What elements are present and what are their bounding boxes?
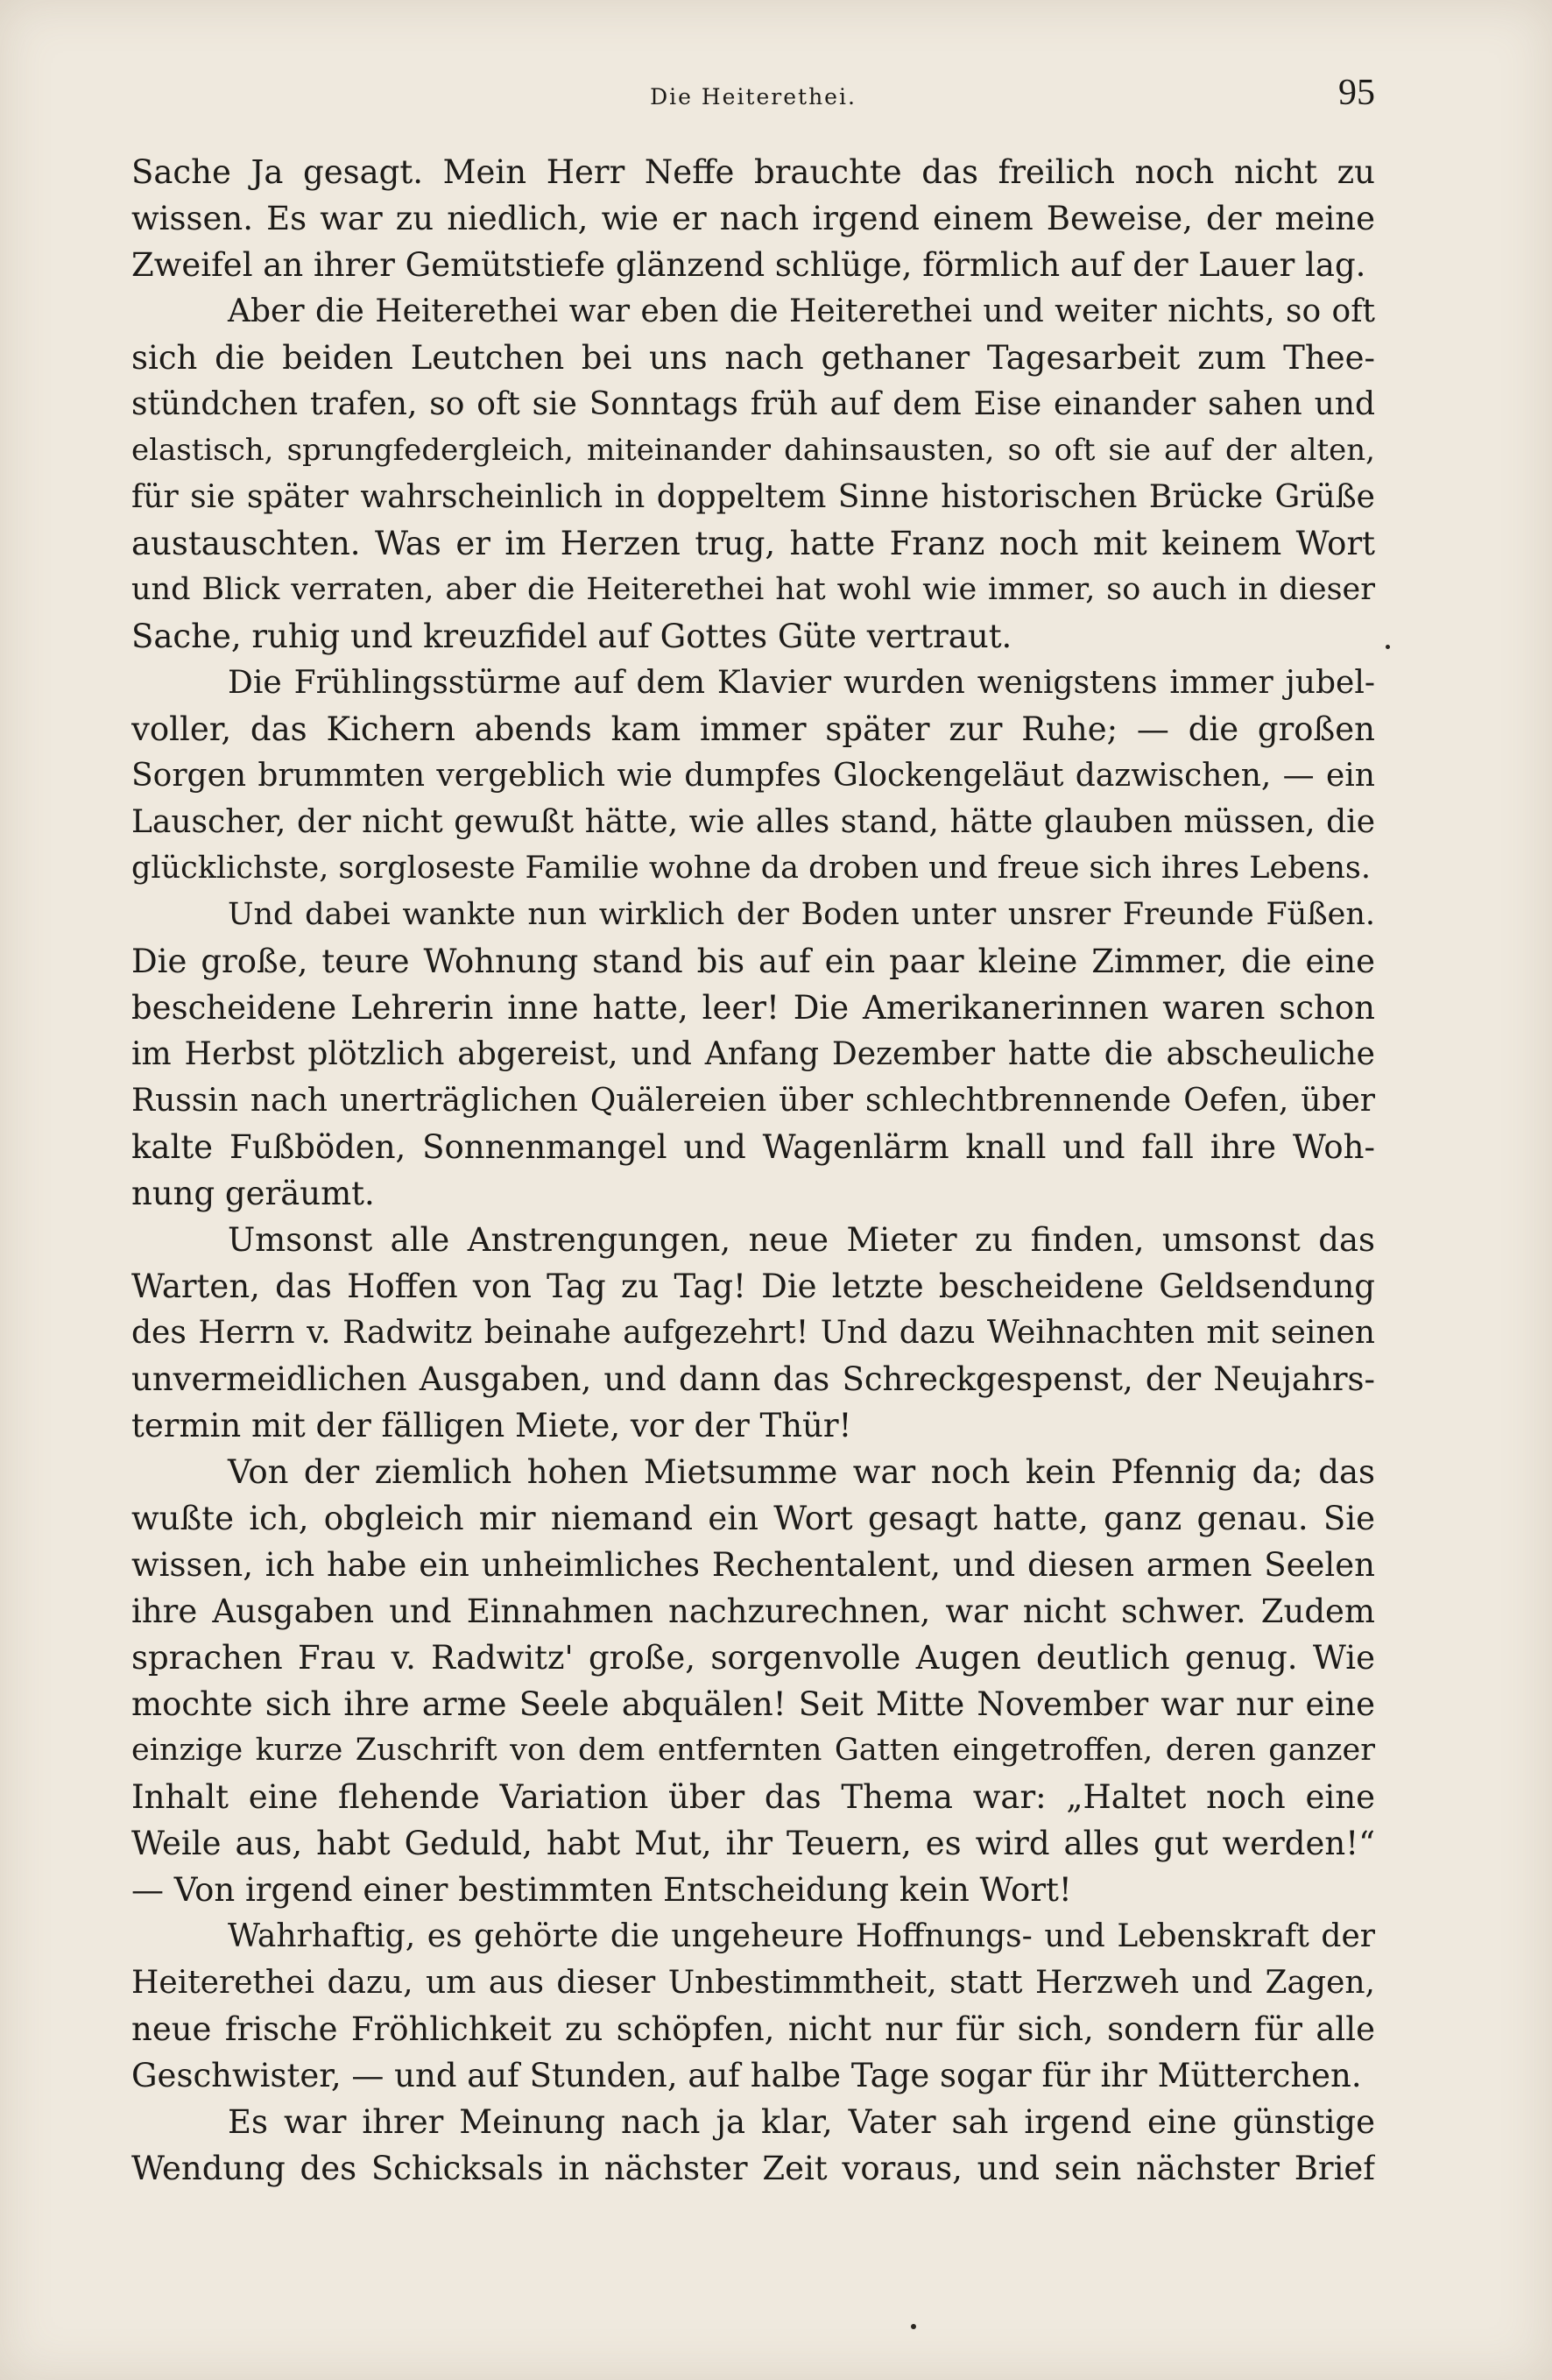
text-line: Sorgen brummten vergeblich wie dumpfes Glockengeläut dazwischen, — ein xyxy=(131,758,1375,794)
text-line: Sache Ja gesagt. Mein Herr Neffe brauchte das freilich noch nicht zu xyxy=(131,153,1375,191)
text-line: Lauscher, der nicht gewußt hätte, wie alles stand, hätte glauben müssen, die xyxy=(131,804,1375,840)
text-line: wissen. Es war zu niedlich, wie er nach irgend einem Beweise, der meine xyxy=(131,200,1375,237)
text-line: sich die beiden Leutchen bei uns nach gethaner Tagesarbeit zum Thee- xyxy=(131,339,1375,377)
text-line: des Herrn v. Radwitz beinahe aufgezehrt! Und dazu Weihnachten mit seinen xyxy=(131,1315,1375,1351)
text-line: Die Frühlingsstürme auf dem Klavier wurden wenigstens immer jubel- xyxy=(228,665,1375,701)
text-line: Weile aus, habt Geduld, habt Mut, ihr Teuern, es wird alles gut werden!“ xyxy=(131,1825,1375,1862)
text-line: neue frische Fröhlichkeit zu schöpfen, nicht nur für sich, sondern für alle xyxy=(131,2010,1375,2048)
text-line: Umsonst alle Anstrengungen, neue Mieter zu finden, umsonst das xyxy=(228,1221,1375,1259)
text-line: unvermeidlichen Ausgaben, und dann das Schreckgespenst, der Neujahrs- xyxy=(131,1360,1375,1398)
text-line: und Blick verraten, aber die Heiterethei hat wohl wie immer, so auch in dieser xyxy=(131,572,1375,607)
print-speck xyxy=(911,2324,916,2329)
running-title: Die Heiterethei. xyxy=(650,84,857,109)
text-line: sprachen Frau v. Radwitz' große, sorgenvolle Augen deutlich genug. Wie xyxy=(131,1639,1375,1677)
text-line: ihre Ausgaben und Einnahmen nachzurechnen, war nicht schwer. Zudem xyxy=(131,1593,1375,1630)
text-line: Von der ziemlich hohen Mietsumme war noch kein Pfennig da; das xyxy=(228,1453,1375,1491)
text-line: einzige kurze Zuschrift von dem entfernten Gatten eingetroffen, deren ganzer xyxy=(131,1733,1375,1768)
text-line: elastisch, sprungfedergleich, miteinander dahinsausten, so oft sie auf der alten, xyxy=(131,433,1375,468)
text-line: bescheidene Lehrerin inne hatte, leer! Die Amerikanerinnen waren schon xyxy=(131,989,1375,1027)
page-number: 95 xyxy=(1338,73,1375,113)
text-line: termin mit der fälligen Miete, vor der Thür! xyxy=(131,1407,852,1444)
text-line: Warten, das Hoffen von Tag zu Tag! Die letzte bescheidene Geldsendung xyxy=(131,1268,1375,1305)
text-line: Aber die Heiterethei war eben die Heiterethei und weiter nichts, so oft xyxy=(228,293,1375,329)
text-line: nung geräumt. xyxy=(131,1175,375,1212)
text-line: im Herbst plötzlich abgereist, und Anfang Dezember hatte die abscheuliche xyxy=(131,1036,1375,1072)
text-line: voller, das Kichern abends kam immer später zur Ruhe; — die großen xyxy=(131,710,1375,748)
text-line: Heiterethei dazu, um aus dieser Unbestimmtheit, statt Herzweh und Zagen, xyxy=(131,1965,1375,2001)
page-header xyxy=(131,72,1375,124)
text-line: Inhalt eine flehende Variation über das Thema war: „Haltet noch eine xyxy=(131,1778,1375,1816)
text-line: Zweifel an ihrer Gemütstiefe glänzend schlüge, förmlich auf der Lauer lag. xyxy=(131,246,1366,284)
text-line: austauschten. Was er im Herzen trug, hatte Franz noch mit keinem Wort xyxy=(131,525,1375,562)
text-line: Sache, ruhig und kreuzfidel auf Gottes Güte vertraut. xyxy=(131,618,1012,655)
text-line: Geschwister, — und auf Stunden, auf halbe Tage sogar für ihr Mütterchen. xyxy=(131,2057,1362,2094)
text-line: — Von irgend einer bestimmten Entscheidung kein Wort! xyxy=(131,1871,1072,1909)
text-line: Wahrhaftig, es gehörte die ungeheure Hoffnungs- und Lebenskraft der xyxy=(228,1918,1375,1954)
print-speck xyxy=(1386,645,1390,649)
text-line: mochte sich ihre arme Seele abquälen! Seit Mitte November war nur eine xyxy=(131,1685,1375,1723)
text-line: Es war ihrer Meinung nach ja klar, Vater sah irgend eine günstige xyxy=(228,2103,1375,2141)
body-text xyxy=(131,149,1375,2192)
text-line: Wendung des Schicksals in nächster Zeit voraus, und sein nächster Brief xyxy=(131,2150,1375,2187)
text-line: kalte Fußböden, Sonnenmangel und Wagenlärm knall und fall ihre Woh- xyxy=(131,1128,1375,1166)
text-line: wissen, ich habe ein unheimliches Rechentalent, und diesen armen Seelen xyxy=(131,1546,1375,1584)
text-line: Russin nach unerträglichen Quälereien über schlechtbrennende Oefen, über xyxy=(131,1083,1375,1119)
text-line: wußte ich, obgleich mir niemand ein Wort gesagt hatte, ganz genau. Sie xyxy=(131,1500,1375,1537)
text-line: glücklichste, sorgloseste Familie wohne da droben und freue sich ihres Lebens. xyxy=(131,851,1371,886)
text-line: für sie später wahrscheinlich in doppeltem Sinne historischen Brücke Grüße xyxy=(131,479,1375,515)
text-line: Und dabei wankte nun wirklich der Boden unter unsrer Freunde Füßen. xyxy=(228,897,1375,932)
text-line: Die große, teure Wohnung stand bis auf ein paar kleine Zimmer, die eine xyxy=(131,943,1375,980)
text-line: stündchen trafen, so oft sie Sonntags früh auf dem Eise einander sahen und xyxy=(131,386,1375,422)
